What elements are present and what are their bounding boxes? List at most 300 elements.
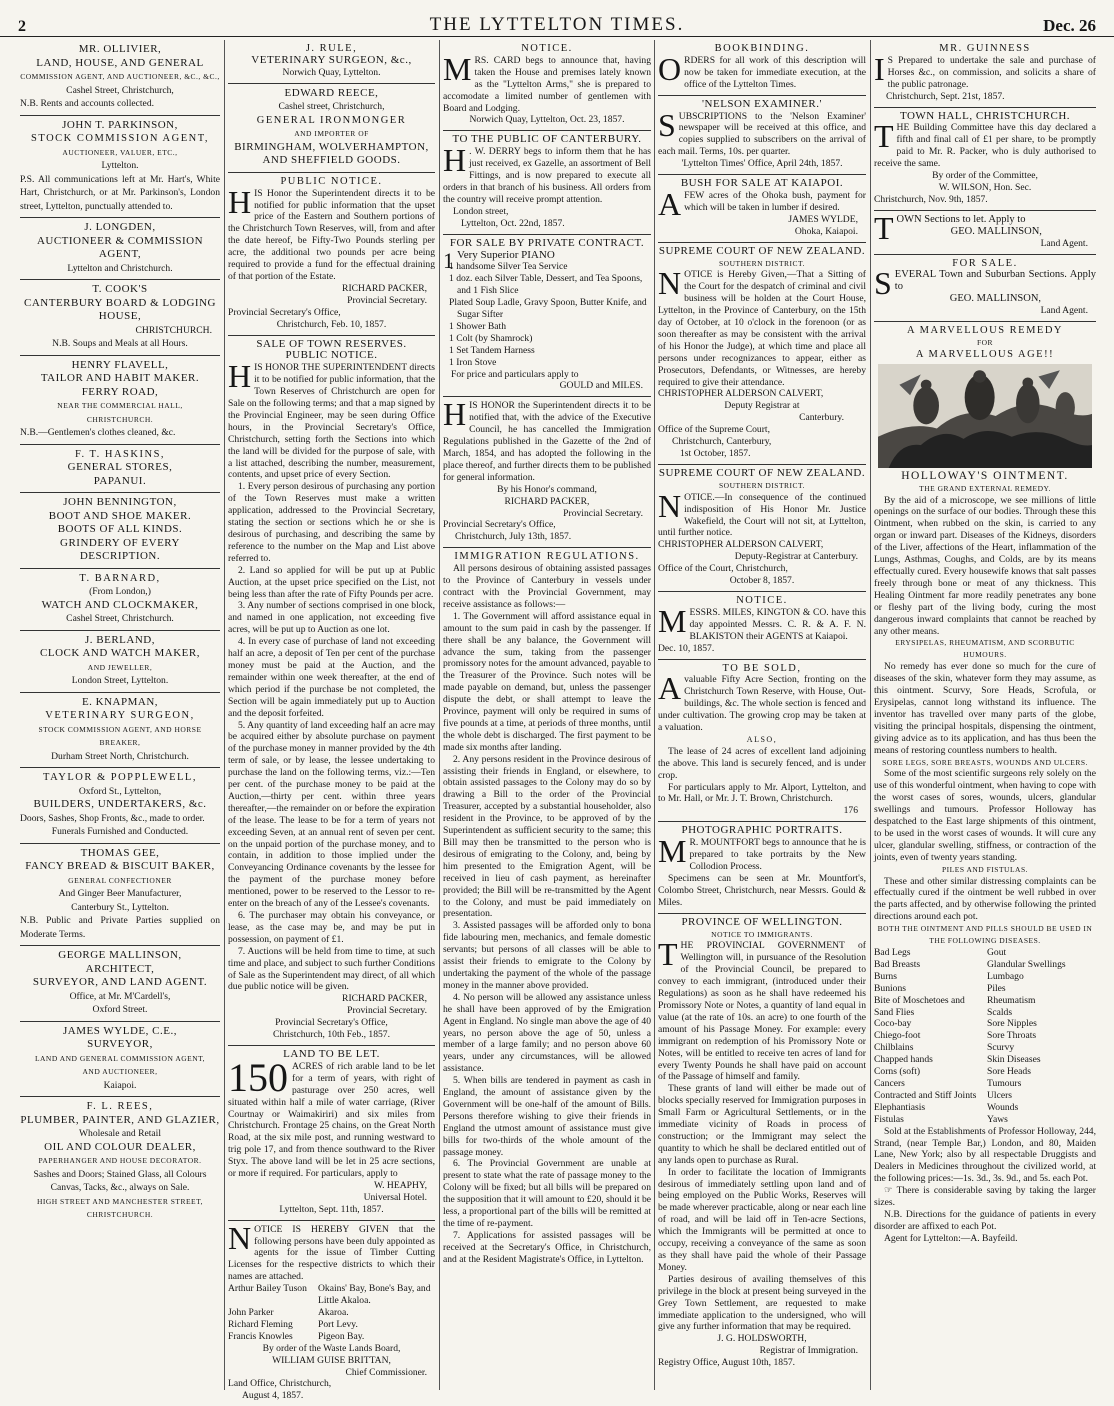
ad-body: The lease of 24 acres of excellent land adjoining the above. This land is securely fenced, and is under crop.: [658, 745, 866, 781]
notice-heading: SUPREME COURT OF NEW ZEALAND.: [658, 244, 866, 257]
ad-line: SURVEYOR, AND LAND AGENT.: [32, 976, 208, 988]
ad-rule: [228, 40, 435, 84]
notice-heading: NOTICE.: [736, 594, 788, 606]
ailment: Chapped hands: [874, 1054, 933, 1066]
ad-note: N.B. Rents and accounts collected.: [20, 98, 155, 109]
ailment: Gout: [987, 947, 1007, 958]
column-3: [443, 40, 651, 1390]
clause: 4. In every case of purchase of land not exceeding half an acre, a deposit of Ten per cent of the purchase money must be paid at the Auction, and the remainder within one week thereafter, at the end of which period if the purchase be not completed, the Section will be again immediately put up to Auction and the deposit forfeited.: [228, 636, 435, 719]
column-1: [20, 40, 220, 1390]
office: Provincial Secretary's Office,: [443, 519, 556, 531]
notice-body: RS. CARD begs to announce that, having taken the House and premises lately known as the "Lyttelton Arms," she is prepared to accomodate a limited number of gentlemen with Board and Lodging.: [443, 54, 651, 114]
ad-line: PAPANUI.: [93, 474, 147, 487]
clause: 2. Land so applied for will be put up at Public Auction, at the upset price specified on the List, not being less than after the rate of Fifty Pounds per acre.: [228, 564, 435, 600]
ad-note: N.B. Soups and Meals at all Hours.: [52, 338, 188, 349]
ad-line: VETERINARY SURGEON,: [45, 710, 195, 721]
drop-cap: M: [658, 602, 687, 639]
section-heading: SORE LEGS, SORE BREASTS, WOUNDS AND ULCERS.: [882, 757, 1088, 767]
notice-body: OTICE IS HEREBY GIVEN that the following persons have been duly appointed as agents for the issue of Timber Cutting Licenses for the respective districts to which their names are attached.: [228, 1223, 435, 1283]
ad-private-contract: [443, 235, 651, 398]
ad-name: JOHN BENNINGTON,: [63, 496, 177, 508]
clause: 3. Any number of sections comprised in one block, and named in one application, not exceeding five acres, will be put up to Auction as one lot.: [228, 600, 435, 636]
ad-body: RDERS for all work of this description will now be taken for immediate execution, at the office of the Lyttelton Times.: [684, 54, 866, 90]
ad-bookbinding: [658, 40, 866, 96]
section-heading: ERYSIPELAS, RHEUMATISM, AND SCORBUTIC HUMOURS.: [895, 638, 1075, 660]
ad-line: CHRISTCHURCH.: [135, 324, 212, 336]
notice-supreme-court-1: [658, 243, 866, 465]
drop-cap: A: [658, 185, 682, 222]
ad-line: Durham Street North, Christchurch.: [51, 750, 189, 762]
drop-cap: O: [658, 50, 682, 87]
page-number: 2: [18, 18, 26, 35]
ailment: Chilblains: [874, 1042, 914, 1054]
ad-name: EDWARD REECE,: [284, 86, 379, 99]
ad-line: ARCHITECT,: [85, 962, 155, 975]
ad-line: PLUMBER, PAINTER, AND GLAZIER,: [20, 1113, 220, 1126]
drop-cap: T: [658, 936, 678, 973]
signature: CHRISTOPHER ALDERSON CALVERT,: [658, 539, 824, 551]
ad-name: J. LONGDEN,: [84, 221, 156, 233]
ad-heading-connector: FOR: [976, 337, 994, 347]
ad-wylde: [20, 1022, 220, 1098]
product-subtitle: THE GRAND EXTERNAL REMEDY.: [919, 483, 1051, 493]
ailments-right: [987, 947, 1096, 1126]
drop-cap: H: [228, 183, 252, 220]
ad-body: EVERAL Town and Suburban Sections. Apply to: [894, 269, 1096, 293]
drop-cap: M: [443, 50, 472, 87]
ad-heading: FOR SALE.: [952, 257, 1018, 269]
notice-body: ESSRS. MILES, KINGTON & CO. have this day appointed Messrs. C. R. & A. F. N. BLAKISTON their AGENTS at Kaiapoi.: [689, 606, 866, 642]
ailment: Chiego-foot: [874, 1030, 921, 1042]
ad-line: Oxford St., Lyttelton,: [78, 785, 162, 797]
dateline: Christchurch, 10th Feb., 1857.: [273, 1029, 390, 1041]
ad-line: Canvas, Tacks, &c., always on Sale.: [50, 1182, 190, 1193]
dateline: Christchurch, Nov. 9th, 1857.: [874, 193, 988, 205]
ad-name: J. RULE,: [305, 43, 358, 54]
drop-cap: M: [658, 833, 687, 870]
ad-heading: A MARVELLOUS AGE!!: [915, 348, 1055, 360]
column-5: [874, 40, 1096, 1390]
ailment: Lumbago: [987, 970, 1024, 982]
clause: 1. The Government will afford assistance equal in amount to the sum paid in cash by the passenger. If there shall be any balance, the Government will advance the sum, taking from the passenger promissory notes for the amount advanced, payable to the Treasurer of the Province. Such notes will be made payable on demand, but, unless the passenger dispute the debt, or shall attempt to leave the Province, payment will only be required in sums of five pounds at a time, at periods of three months, until the whole debt is discharged. The first payment to be made six months after landing.: [443, 610, 651, 753]
signature: RICHARD PACKER,: [504, 495, 590, 507]
ad-body: Some of the most scientific surgeons rely solely on the use of this wonderful ointment, when having to cope with the worst cases of sores, wounds, ulcers, glandular swellings and tumours. Professor Holloway has despatched to the East large shipments of this ointment, to be used in the worst cases of wounds. It will cure any ulcer, glandular swelling, stiffness, or contraction of the joints, even of twenty years standing.: [874, 768, 1096, 863]
column-4: [658, 40, 866, 1390]
ailment: Corns (soft): [874, 1066, 921, 1078]
ad-line: VETERINARY SURGEON, &c.,: [251, 53, 412, 66]
agent-name: Francis Knowles: [228, 1330, 293, 1342]
notice-heading: PROVINCE OF WELLINGTON.: [681, 915, 843, 928]
sale-item: 1 handsome Silver Tea Service: [449, 261, 568, 273]
dateline: August 4, 1857.: [242, 1390, 304, 1402]
ad-line: Lyttelton and Christchurch.: [67, 262, 173, 274]
signature: CHRISTOPHER ALDERSON CALVERT,: [658, 388, 824, 400]
notice-heading: SUPREME COURT OF NEW ZEALAND.: [658, 466, 866, 479]
ailment: Yaws: [987, 1113, 1008, 1125]
dateline: 'Lyttelton Times' Office, April 24th, 1857.: [681, 158, 843, 170]
ad-for-sale-sections: [874, 255, 1096, 323]
ad-line: AUCTIONEER, VALUER, ETC.,: [62, 147, 178, 157]
signature: J. G. HOLDSWORTH,: [717, 1333, 807, 1345]
sale-item: 1 Shower Bath: [449, 320, 507, 332]
signature-title: Deputy Registrar at: [724, 400, 800, 412]
clause: 7. Applications for assisted passages will be received at the Secretary's Office, in Christchurch, and at the Resident Magistrate's Office, in Lyttelton.: [443, 1229, 651, 1265]
apply-line: For price and particulars apply to: [451, 368, 579, 380]
agent-name: Arthur Bailey Tuson: [228, 1283, 307, 1295]
ad-line: Cashel street, Christchurch,: [278, 101, 385, 113]
ad-barnard: [20, 569, 220, 631]
masthead: [0, 0, 1114, 37]
drop-cap: T: [874, 118, 894, 155]
ad-body: S Prepared to undertake the sale and purchase of Horses &c., on commission, and solicits a share of the public patronage.: [887, 54, 1096, 90]
ailment: Glandular Swellings: [987, 958, 1066, 970]
ad-line: BOOTS OF ALL KINDS.: [57, 523, 183, 535]
ad-body: By the aid of a microscope, we see millions of little openings on the surface of our bodies. Through these this Ointment, when rubbed on the skin, is carried to any organ or inward part. Diseases of the Kidneys, disorders of the Liver, affections of the Heart, inflammation of the Lungs, Asthmas, Coughs, and Colds, are by its means effectually cured. Every housewife knows that salt passes freely through bone or meat of any thickness. This Healing Ointment far more readily penetrates any bone or fleshy part of the living body, curing the most dangerous inward complaints that cannot be reached by any other means.: [874, 494, 1096, 637]
ad-nelson-examiner: [658, 96, 866, 175]
issue-date: Dec. 26: [1043, 16, 1096, 35]
notice-subheading: NOTICE TO IMMIGRANTS.: [711, 929, 813, 939]
office: Office of the Supreme Court,: [658, 424, 770, 436]
also-heading: ALSO,: [746, 734, 778, 744]
section-heading: PILES AND FISTULAS.: [942, 864, 1028, 874]
office: Christchurch, Canterbury,: [672, 436, 772, 448]
drop-cap: S: [658, 106, 676, 143]
ailment: Burns: [874, 970, 897, 982]
ailment: Rheumatism: [987, 994, 1036, 1006]
ad-line: Cashel Street, Christchurch.: [66, 613, 174, 624]
notice-wellington-immigrants: [658, 914, 866, 1373]
ad-heading: A MARVELLOUS REMEDY: [907, 325, 1063, 337]
ailment: Scurvy: [987, 1042, 1015, 1054]
apply-line: For particulars apply to Mr. Alport, Lyttelton, and to Mr. Hall, or Mr. J. T. Brown, Christchurch.: [658, 781, 866, 805]
signature: RICHARD PACKER,: [342, 282, 427, 294]
notice-body: HE Building Committee have this day declared a fifth and final call of £1 per share, to be promptly paid to Mr. R. Packer, who is duly authorised to receive the same.: [874, 122, 1096, 170]
dateline: Dec. 10, 1857.: [658, 642, 715, 654]
ad-body: N.B. Directions for the guidance of patients in every disorder are affixed to each Pot.: [874, 1208, 1096, 1232]
ad-town-sections: [874, 211, 1096, 255]
notice-heading: TOWN HALL, CHRISTCHURCH.: [899, 109, 1071, 122]
ad-line: Norwich Quay, Lyttelton.: [282, 66, 381, 78]
ad-line: LAND, HOUSE, AND GENERAL: [36, 56, 204, 69]
ad-gee: [20, 844, 220, 947]
notice-body: Parties desirous of availing themselves of this privilege in the block at present being surveyed in the Grey Town Settlement, are requested to make immediate application to the undersigned, who will give any further information that may be required.: [658, 1273, 866, 1333]
sale-item: 1 Colt (by Shamrock): [449, 332, 533, 344]
ailment: Wounds: [987, 1101, 1019, 1113]
dateline: Christchurch, July 13th, 1857.: [455, 531, 572, 543]
ad-heading: BUSH FOR SALE AT KAIAPOI.: [680, 177, 844, 190]
signature-title: Provincial Secretary.: [347, 294, 427, 306]
ailment: Scalds: [987, 1006, 1013, 1018]
ailment: Bad Legs: [874, 947, 911, 958]
ad-line: SURVEYOR,: [87, 1038, 153, 1050]
ailment: Ulcers: [987, 1089, 1013, 1101]
ad-name: HENRY FLAVELL,: [71, 358, 169, 371]
ad-cook: [20, 280, 220, 356]
ad-note: N.B.—Gentlemen's clothes cleaned, &c.: [20, 427, 176, 438]
ad-line: STOCK COMMISSION AGENT,: [31, 133, 209, 144]
ad-line: FERRY ROAD,: [81, 385, 159, 398]
clause: 7. Auctions will be held from time to time, at such time and place, and subject to such further Conditions of Sale as the Superintendent may direct, of all which due public notice will be given.: [228, 945, 436, 993]
signature-title: Provincial Secretary.: [347, 1005, 427, 1017]
ad-body: ☞ There is considerable saving by taking the larger sizes.: [874, 1185, 1096, 1209]
regulations-heading: IMMIGRATION REGULATIONS.: [454, 551, 640, 563]
clause: 6. The Provincial Government are unable at present to state what the rate of passage money to the Colony will be fixed; but all bills will be prepared on the supposition that it will amount to £20, should it be less, a proportional part of the bills will be remitted at the time of re-payment.: [443, 1158, 651, 1229]
ad-line: Wholesale and Retail: [78, 1128, 162, 1139]
agent-name: Richard Fleming: [228, 1318, 293, 1330]
notice-subheading: SOUTHERN DISTRICT.: [719, 480, 805, 490]
notice-subheading: SOUTHERN DISTRICT.: [719, 258, 805, 268]
ad-bush-kaiapoi: [658, 175, 866, 243]
column-2: [228, 40, 436, 1402]
office: Provincial Secretary's Office,: [275, 1017, 388, 1029]
ad-line: BIRMINGHAM, WOLVERHAMPTON,: [234, 140, 429, 153]
ad-bennington: [20, 493, 220, 569]
dateline: Registry Office, August 10th, 1857.: [658, 1357, 796, 1369]
ad-heading: TO THE PUBLIC OF CANTERBURY.: [452, 133, 642, 146]
signature: W. WILSON, Hon. Sec.: [938, 181, 1032, 193]
ad-name: T. BARNARD,: [79, 572, 161, 584]
notice-timber-licenses: [228, 1221, 435, 1406]
ad-heading: FOR SALE BY PRIVATE CONTRACT.: [449, 236, 645, 249]
ad-line: GRINDERY OF EVERY DESCRIPTION.: [60, 536, 180, 562]
notice-immigration: [443, 397, 651, 548]
notice-sale-reserves: [228, 336, 435, 1046]
ad-body: OWN Sections to let. Apply to: [896, 213, 1026, 225]
ad-line: NEAR THE COMMERCIAL HALL,: [57, 401, 183, 410]
ad-line: GENERAL CONFECTIONER: [68, 875, 172, 885]
ailment: Coco-bay: [874, 1018, 912, 1030]
ailment: Tumours: [987, 1077, 1022, 1089]
ad-line: AND IMPORTER OF: [294, 129, 369, 139]
ad-body: UBSCRIPTIONS to the 'Nelson Examiner' newspaper will be received at this office, and copies supplied to subscribers on the arrival of each mail. Terms, 10s. per quarter.: [658, 110, 866, 158]
ad-berland: [20, 631, 220, 693]
signature: RICHARD PACKER,: [342, 993, 427, 1005]
agent-district: Port Levy.: [318, 1318, 358, 1330]
ad-to-be-sold: [658, 660, 866, 823]
ailment: Bad Breasts: [874, 958, 921, 970]
ad-heading: LAND TO BE LET.: [283, 1047, 380, 1060]
signature-title: Chief Commissioner.: [345, 1366, 427, 1378]
ailment: Skin Diseases: [987, 1054, 1041, 1066]
ad-body: No remedy has ever done so much for the cure of diseases of the skin, whatever form they may assume, as this ointment. Scurvy, Sore Heads, Scrofula, or Erysipelas, cannot long withstand its influence. The inventor has travelled over many parts of the globe, visiting the principal hospitals, dispensing the ointment, giving advice as to its application, and has thus been the means of restoring countless numbers to health.: [874, 661, 1096, 756]
ad-body: R. MOUNTFORT begs to announce that he is prepared to take portraits by the New Collodion Process.: [689, 837, 866, 872]
section-heading: BOTH THE OINTMENT AND PILLS SHOULD BE USED IN THE FOLLOWING DISEASES.: [877, 924, 1093, 946]
signature-title: Provincial Secretary.: [563, 507, 643, 519]
ailment: Contracted and Stiff Joints: [874, 1089, 977, 1101]
signature-title: Land Agent.: [1040, 305, 1088, 317]
drop-cap: H: [443, 396, 467, 433]
newspaper-title: THE LYTTELTON TIMES.: [429, 14, 685, 35]
notice-subheading: PUBLIC NOTICE.: [285, 349, 378, 362]
ad-line: Oxford Street.: [92, 1004, 148, 1015]
dateline: 1st October, 1857.: [680, 448, 751, 459]
sale-item: Very Superior PIANO: [457, 248, 555, 261]
ad-ollivier: [20, 40, 220, 116]
signature-title: Registrar of Immigration.: [759, 1345, 858, 1357]
dateline: Christchurch, Sept. 21st, 1857.: [886, 90, 1005, 102]
sale-item: 1 Set Tandem Harness: [449, 344, 535, 356]
sale-item: Plated Soup Ladle, Gravy Spoon, Butter Knife, and Sugar Sifter: [449, 297, 647, 321]
by-order: By order of the Waste Lands Board,: [262, 1342, 401, 1354]
ad-name: JAMES WYLDE, C.E.,: [63, 1024, 177, 1037]
ad-holloway-ointment: [874, 322, 1096, 1249]
ad-body: Sold at the Establishments of Professor Holloway, 244, Strand, (near Temple Bar,) London, and 80, Maiden Lane, New York; also by all respectable Druggists and Dealers in Medicines throughout the civilized world, at the following prices:—1s. 3d., 3s. 9d., and 5s. each Pot.: [874, 1125, 1096, 1185]
signature-title: Universal Hotel.: [363, 1191, 427, 1203]
ad-line: HOUSE,: [98, 310, 142, 322]
dateline: Christchurch, Feb. 10, 1857.: [276, 318, 387, 330]
ad-line: CANTERBURY BOARD & LODGING: [24, 296, 216, 309]
ad-heading: BOOKBINDING.: [714, 43, 810, 54]
column-rule: [870, 40, 871, 1390]
notice-miles-kington: [658, 592, 866, 660]
address: London street,: [453, 205, 509, 217]
notice-body: These grants of land will either be made out of blocks specially reserved for Immigration purposes in Small Farm or Agricultural Settlements, or in the immediate vicinity of Roads in process of construction; or the Immigrant may select the quantity to which he shall be declared entitled out of any lands open to purchase as Rural.: [658, 1083, 866, 1166]
ad-line: LAND AND GENERAL COMMISSION AGENT,: [34, 1053, 206, 1063]
ad-line: CLOCK AND WATCH MAKER,: [40, 647, 200, 659]
dateline: Lyttelton, Oct. 22nd, 1857.: [461, 217, 565, 229]
drop-cap: I: [874, 50, 885, 87]
ad-line: AND SHEFFIELD GOODS.: [262, 154, 401, 167]
ad-line: And Ginger Beer Manufacturer,: [58, 888, 182, 899]
ad-rees: [20, 1097, 220, 1226]
notice-body: IS Honor the Superintendent directs it to be notified for public information that the upset price of the Eastern and Southern portions of the Christchurch Town Reserves, will, from and after the date hereof, be Fifty-Two Pounds sterling per acre, the additional two pounds per acre being required to provide a fund for the effectual draining of that portion of the Estate.: [228, 187, 435, 282]
ailment: Cancers: [874, 1077, 905, 1089]
ad-line: GENERAL STORES,: [67, 461, 173, 473]
ad-number: 176: [843, 805, 858, 817]
column-rule: [439, 40, 440, 1390]
ad-body: . W. DERRY begs to inform them that he has just received, ex Gazelle, an assortment of Bell Fittings, and is now prepared to execute all orders in that branch of his business. All orders from the country will receive prompt attention.: [443, 146, 651, 205]
ad-heading: 'NELSON EXAMINER.': [702, 97, 822, 110]
agent-district: Pigeon Bay.: [318, 1330, 365, 1342]
signature: WILLIAM GUISE BRITTAN,: [272, 1354, 391, 1366]
drop-cap: H: [228, 358, 252, 395]
ad-line: COMMISSION AGENT, AND AUCTIONEER, &C., &C.,: [20, 72, 220, 81]
ad-line: Kaiapoi.: [103, 1079, 137, 1091]
dateline: October 8, 1857.: [729, 575, 795, 587]
signature-title: Land Agent.: [1040, 237, 1088, 249]
notice-body: IS HONOR THE SUPERINTENDENT directs it to be notified for public information, that the Town Reserves of Christchurch are open for Sale on the following terms; and that a map signed by the Provincial Engineer, may be seen during Office hours, in the Provincial Secretary's Office, Christchurch, setting forth the Sections into which the land will be divided for the purpose of sale, with a list attached, describing the number, measurement, contents, and upset price of every Section.: [228, 362, 435, 481]
signature: GOULD and MILES.: [559, 380, 643, 392]
immigration-regulations: [443, 548, 651, 1269]
ad-line: HIGH STREET AND MANCHESTER STREET,: [36, 1196, 204, 1206]
ad-name: F. T. HASKINS,: [74, 448, 166, 460]
ad-parkinson: [20, 116, 220, 219]
by-command: By his Honor's command,: [497, 483, 597, 495]
ad-name: TAYLOR & POPPLEWELL,: [43, 772, 197, 783]
ad-line: PAPERHANGER AND HOUSE DECORATOR.: [38, 1156, 202, 1165]
clause: 1. Every person desirous of purchasing any portion of the Town Reserves must make a written application, addressed to the Provincial Secretary, stating the section or sections which he or she is desirous of purchasing, and describing the same by reference to the number on the Map and List above referred to.: [228, 481, 435, 564]
regulations-intro: All persons desirous of obtaining assisted passages to the Province of Canterbury in vessels under contract with the Provincial Government, may receive assistance as follows:—: [443, 563, 651, 610]
engraving-illustration: [878, 364, 1092, 468]
notice-heading: PUBLIC NOTICE.: [280, 175, 383, 187]
ad-body: Specimens can be seen at Mr. Mountfort's, Colombo Street, Christchurch, near Messrs. Gould & Miles.: [658, 872, 866, 908]
ad-name: MR. OLLIVIER,: [78, 43, 162, 55]
sale-item: 1 doz. each Silver Table, Dessert, and Tea Spoons, and 1 Fish Slice: [449, 273, 643, 297]
drop-cap: 1: [443, 247, 454, 273]
notice-card: [443, 40, 651, 131]
notice-town-hall: [874, 108, 1096, 211]
signature: GEO. MALLINSON,: [949, 293, 1042, 305]
drop-cap: T: [874, 209, 894, 246]
ad-line: BREAKER,: [99, 738, 141, 747]
dateline: Lyttelton, Sept. 11th, 1857.: [279, 1203, 384, 1215]
ad-line: AND AUCTIONEER,: [82, 1067, 158, 1076]
ad-body: valuable Fifty Acre Section, fronting on the Christchurch Town Reserve, with House, Out-buildings, &c. The whole section is fenced and under cultivation. The growing crop may be taken at a valuation.: [658, 674, 866, 734]
signature-title: Deputy-Registrar at Canterbury.: [734, 551, 858, 563]
ad-derry: [443, 131, 651, 234]
notice-upset-price: [228, 173, 435, 336]
clause: 3. Assisted passages will be afforded only to bona fide labouring men, mechanics, and female domestic servants; but persons of all classes will be able to assist their friends to emigrate to the Colony by undertaking the payment of the whole of the passage money in the manner above provided.: [443, 920, 651, 991]
column-rule: [224, 40, 225, 1390]
ad-mallinson: [20, 946, 220, 1022]
drop-cap: N: [228, 1219, 252, 1256]
ad-heading: MR. GUINNESS: [939, 43, 1031, 54]
signature: W. HEAPHY,: [373, 1179, 427, 1191]
ad-photographic-portraits: [658, 822, 866, 913]
signature: JAMES WYLDE,: [788, 213, 858, 225]
ad-land-to-let: [228, 1046, 435, 1221]
ad-heading: TO BE SOLD,: [722, 662, 802, 674]
ad-haskins: [20, 445, 220, 494]
ailments-table: [874, 947, 1096, 1126]
ad-line: AND JEWELLER,: [87, 662, 153, 672]
notice-body: HE PROVINCIAL GOVERNMENT of Wellington will, in pursuance of the Resolution of the Provincial Council, be prepared to convey to each immigrant, (introduced under their Regulations) as soon as he shall have redeemed his Promissory Note or Notes, a quantity of land equal in value (at the rate of 10s. an acre) to one fourth of the amount of his Passage Money. For example: every immigrant on redemption of his Promissory Note or Notes, will be entitled to receive ten acres of land for every Twenty Pounds he shall have paid on account of the Passage of himself and family.: [658, 940, 866, 1083]
ailment: Sore Nipples: [987, 1018, 1037, 1030]
ad-reece: [228, 84, 435, 173]
notice-body: OTICE is Hereby Given,—That a Sitting of the Court for the despatch of criminal and civil business will be holden at the Court House, Lyttelton, in the Province of Canterbury, on the 15th day of October, at 10 o'clock in the forenoon (or as soon thereafter as may be consistent with the arrival of his Honor the Judge), at which time and place all persons under recognizances to appear, either as Prosecutors, Defendants, or Witnesses, are hereby required to give their attendance.: [658, 269, 866, 388]
drop-cap: N: [658, 487, 682, 524]
ad-line: Funerals Furnished and Conducted.: [51, 826, 189, 837]
ad-line: AUCTIONEER & COMMISSION AGENT,: [36, 234, 204, 260]
ad-line: Cashel Street, Christchurch,: [66, 84, 174, 96]
ad-name: THOMAS GEE,: [80, 846, 160, 859]
ailment: Elephantiasis: [874, 1101, 926, 1113]
ad-line: OIL AND COLOUR DEALER,: [44, 1140, 196, 1153]
ad-line: London Street, Lyttelton.: [71, 675, 169, 686]
clause: 6. The purchaser may obtain his conveyance, or lease, as the case may be, and may be put in possession, on payment of £1.: [228, 910, 435, 945]
ad-line: BOOT AND SHOE MAKER.: [48, 509, 192, 522]
ailment: Bite of Moschetoes and Sand Flies: [874, 994, 965, 1018]
ad-knapman: [20, 693, 220, 769]
office: Office of the Court, Christchurch,: [658, 563, 788, 575]
ad-line: FANCY BREAD & BISCUIT BAKER,: [25, 860, 215, 872]
ad-line: STOCK COMMISSION AGENT, AND HORSE: [38, 724, 202, 734]
notice-body: In order to facilitate the location of Immigrants desirous of immediately settling upon land and of being employed on the Public Works, Reserves will be made wherever practicable, along or near each line of road, and will be laid off in Ten-acre Sections, which the Immigrants will be permitted at once to occupy, receiving a conveyance of the same as soon as they shall have paid the whole of their Passage Money.: [658, 1166, 866, 1273]
notice-supreme-court-2: [658, 465, 866, 592]
drop-cap: N: [658, 265, 682, 302]
ailment: Piles: [987, 982, 1006, 994]
agent-line: Agent for Lyttelton:—A. Bayfeild.: [884, 1232, 1018, 1244]
ad-name: T. COOK'S: [92, 283, 148, 295]
ad-line: Sashes and Doors; Stained Glass, all Colours: [33, 1168, 207, 1180]
ailment: Bunions: [874, 982, 906, 994]
ad-body: ACRES of rich arable land to be let for a term of years, with right of pasturage over 250 acres, well situated within half a mile of water carriage, (River Courtnay or Waimakiriri) and six miles from Christchurch. Frontage 25 chains, on the Great North Road, at the six mile post, and running westward to trig pole 17, and from thence southward to the River Styx. The above land will be let in 25 acre sections, or more if required. For particulars, apply to: [228, 1060, 435, 1180]
ad-name: F. L. REES,: [86, 1101, 154, 1112]
ailments-left: [874, 947, 983, 1126]
ad-line: Lyttelton.: [101, 160, 139, 171]
ad-line: WATCH AND CLOCKMAKER,: [41, 598, 199, 611]
agents-table: [228, 1283, 435, 1343]
clause: 5. Any quantity of land exceeding half an acre may be acquired either by absolute purchase on payment of the purchase money in manner provided by the 4th term of sale, or by lease, the lessee undertaking to purchase the land on the following terms, viz.:—Ten per cent. of the purchase money to be paid at the Auction,—thirty per cent. within three years thereafter,—the remainder on or before the expiration of the lease. The lease to be for a term of years not exceeding Seven, at an annual rent of seven per cent. on the unpaid portion of the purchase money, and to contain, in addition to those implied under the Conveyancing Ordinance covenants by the lessee for the payment of the purchase money before mentioned, power to be reserved to the Lessor to re-enter on the breach of any of the Lessee's covenants.: [228, 719, 435, 910]
ad-line: CHRISTCHURCH.: [86, 1210, 154, 1219]
by-order: By order of the Committee,: [932, 170, 1038, 182]
drop-cap: S: [874, 265, 892, 302]
ad-name: GEORGE MALLINSON,: [58, 949, 182, 961]
drop-cap: A: [658, 670, 682, 707]
ad-name: E. KNAPMAN,: [81, 695, 159, 708]
agent-district: Akaroa.: [318, 1307, 349, 1318]
column-rule: [654, 40, 655, 1390]
